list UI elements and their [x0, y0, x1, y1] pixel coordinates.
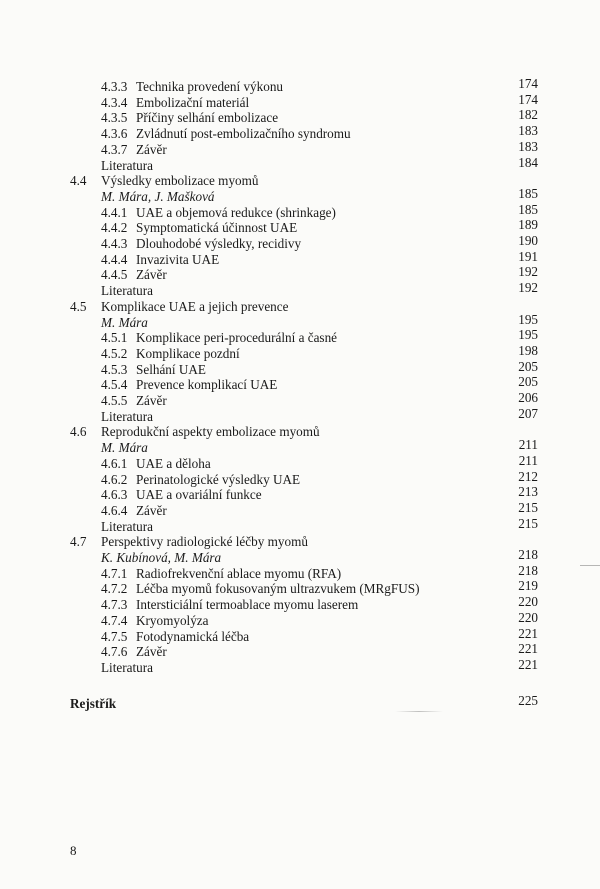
- toc-entry-number: 4.4.4: [101, 251, 128, 267]
- toc-entry: [101, 346, 240, 362]
- toc-entry-number: 4.7.6: [101, 644, 128, 660]
- toc-entry: [101, 644, 167, 660]
- toc-entry: [70, 173, 258, 189]
- toc-entry-title: UAE a děloha: [136, 455, 211, 471]
- toc-entry: [101, 283, 153, 299]
- toc-entry-page-number: 205: [518, 358, 538, 374]
- toc-entry-number: 4.5.2: [101, 345, 128, 361]
- toc-entry-number: 4.7.1: [101, 565, 128, 581]
- toc-entry-number: 4.4.2: [101, 220, 128, 236]
- toc-entry-title: K. Kubínová, M. Mára: [101, 550, 222, 565]
- toc-entry: [101, 220, 297, 236]
- toc-entry-number: 4.3.6: [101, 126, 128, 142]
- toc-entry-page-number: 189: [518, 217, 538, 233]
- toc-entry-number: 4.6.3: [101, 487, 128, 503]
- toc-entry-page-number: 195: [518, 327, 538, 343]
- toc-entry-number: 4.4.1: [101, 204, 128, 220]
- toc-entry-page-number: 182: [518, 107, 538, 123]
- toc-entry: [101, 487, 262, 503]
- toc-entry-number: 4.7.5: [101, 628, 128, 644]
- toc-entry-title: Embolizační materiál: [136, 94, 250, 110]
- toc-entry: [70, 534, 308, 550]
- toc-entry-title: Literatura: [101, 659, 153, 675]
- toc-entry-title: Závěr: [136, 393, 167, 408]
- toc-entry: [101, 330, 337, 346]
- toc-entry-page-number: 183: [518, 138, 538, 154]
- toc-entry-page-number: 184: [518, 154, 538, 170]
- toc-entry: [101, 472, 300, 488]
- toc-entry-page-number: 192: [518, 280, 538, 296]
- toc-entry-number: 4.6: [70, 424, 87, 440]
- toc-entry-title: Radiofrekvenční ablace myomu (RFA): [136, 565, 342, 581]
- toc-entry-title: Výsledky embolizace myomů: [101, 173, 259, 189]
- toc-entry-title: M. Mára: [101, 314, 148, 330]
- scan-edge-mark: [580, 565, 600, 566]
- index-entry: [70, 696, 116, 712]
- toc-entry: [101, 629, 249, 645]
- toc-entry: [101, 613, 209, 629]
- toc-entry: [101, 456, 211, 472]
- toc-entry-title: Dlouhodobé výsledky, recidivy: [136, 236, 302, 251]
- index-page-number: 225: [518, 693, 538, 708]
- toc-entry-title: Literatura: [101, 408, 153, 424]
- toc-entry-title: Komplikace UAE a jejich prevence: [101, 298, 289, 314]
- toc-entry: [101, 252, 219, 268]
- toc-entry-page-number: 219: [518, 578, 538, 594]
- toc-entry-title: Invazivita UAE: [136, 251, 220, 267]
- toc-entry: [101, 79, 283, 95]
- toc-entry: [101, 597, 358, 613]
- toc-entry-title: Literatura: [101, 518, 153, 534]
- toc-entry-page-number: 211: [518, 437, 538, 453]
- toc-entry-number: 4.4.5: [101, 267, 128, 283]
- toc-entry-title: Zvládnutí post-embolizačního syndromu: [136, 126, 351, 142]
- toc-entry-title: Literatura: [101, 283, 153, 299]
- toc-entry-page-number: 215: [518, 515, 538, 531]
- toc-entry-title: Technika provedení výkonu: [136, 79, 284, 94]
- toc-entry-title: Závěr: [136, 502, 167, 518]
- toc-entry-page-number: 211: [518, 452, 538, 468]
- toc-entry-page-number: 205: [518, 374, 538, 390]
- toc-entry-title: M. Mára, J. Mašková: [101, 188, 215, 204]
- toc-entry-number: 4.3.7: [101, 141, 128, 157]
- toc-entry-page-number: 183: [518, 123, 538, 139]
- toc-entry-title: UAE a ovariální funkce: [136, 487, 262, 503]
- toc-entry-number: 4.7.3: [101, 597, 128, 613]
- toc-entry-number: 4.5: [70, 298, 87, 314]
- toc-entry-title: Reprodukční aspekty embolizace myomů: [101, 424, 320, 440]
- toc-entry-title: Závěr: [136, 267, 167, 283]
- toc-entry-title: Závěr: [136, 141, 167, 157]
- toc-entry-page-number: 192: [518, 264, 538, 280]
- toc-entry-page-number: 218: [518, 562, 538, 578]
- toc-entry-number: 4.3.4: [101, 94, 128, 110]
- toc-entry: [101, 409, 153, 425]
- toc-entry-page-number: 221: [518, 625, 538, 641]
- toc-entry: [101, 550, 221, 566]
- toc-entry: [101, 315, 148, 331]
- toc-entry-page-number: 220: [518, 609, 538, 625]
- toc-entry: [101, 503, 167, 519]
- toc-entry-title: UAE a objemová redukce (shrinkage): [136, 204, 336, 220]
- toc-entry-title: Kryomyolýza: [136, 612, 209, 628]
- toc-entry-title: Selhání UAE: [136, 361, 206, 377]
- toc-entry-title: Fotodynamická léčba: [136, 628, 250, 644]
- toc-entry: [101, 110, 278, 126]
- toc-entry: [101, 519, 153, 535]
- toc-entry-title: M. Mára: [101, 440, 148, 456]
- toc-entry: [101, 189, 215, 205]
- toc-entry-page-number: 185: [518, 185, 538, 201]
- toc-entry: [101, 205, 336, 221]
- toc-entry-number: 4.5.4: [101, 377, 128, 393]
- toc-entry-page-number: 221: [518, 641, 538, 657]
- folio-page-number: 8: [70, 843, 77, 858]
- toc-entry-title: Prevence komplikací UAE: [136, 377, 278, 393]
- toc-entry-title: Komplikace peri-procedurální a časné: [136, 330, 338, 346]
- toc-entry-title: Intersticiální termoablace myomu laserem: [136, 597, 359, 613]
- toc-entry: [101, 362, 206, 378]
- toc-entry: [101, 377, 277, 393]
- toc-entry-number: 4.7.4: [101, 612, 128, 628]
- toc-entry: [70, 299, 288, 315]
- toc-entry-number: 4.5.3: [101, 361, 128, 377]
- toc-entry-number: 4.7.2: [101, 581, 128, 597]
- toc-entry: [101, 158, 153, 174]
- toc-entry-page-number: 213: [518, 484, 538, 500]
- toc-entry: [101, 566, 341, 582]
- toc-entry-number: 4.6.1: [101, 455, 128, 471]
- toc-entry-page-number: 190: [518, 233, 538, 248]
- toc-entry: [101, 126, 351, 142]
- toc-entry: [101, 581, 420, 597]
- toc-entry: [101, 393, 167, 409]
- toc-entry-title: Komplikace pozdní: [136, 345, 240, 361]
- toc-entry-title: Léčba myomů fokusovaným ultrazvukem (MRgFUS): [136, 581, 420, 597]
- toc-entry: [101, 660, 153, 676]
- toc-entry: [101, 95, 249, 111]
- toc-entry-page-number: 198: [518, 342, 538, 358]
- toc-entry-number: 4.7: [70, 534, 87, 550]
- toc-entry-number: 4.6.2: [101, 471, 128, 487]
- toc-entry-page-number: 215: [518, 499, 538, 515]
- toc-entry-page-number: 221: [518, 656, 538, 672]
- toc-entry-number: 4.4.3: [101, 236, 128, 251]
- toc-entry-title: Symptomatická účinnost UAE: [136, 220, 298, 236]
- toc-entry: [101, 267, 167, 283]
- toc-entry-title: Příčiny selhání embolizace: [136, 110, 279, 126]
- toc-entry-page-number: 185: [518, 201, 538, 217]
- index-title: Rejstřík: [70, 696, 117, 711]
- toc-entry-number: 4.5.5: [101, 393, 128, 408]
- toc-entry-page-number: 207: [518, 405, 538, 421]
- toc-entry-page-number: 220: [518, 594, 538, 610]
- toc-entry-page-number: 212: [518, 468, 538, 484]
- toc-entry-number: 4.5.1: [101, 330, 128, 346]
- toc-entry-number: 4.6.4: [101, 502, 128, 518]
- toc-entry-page-number: 218: [518, 547, 538, 562]
- toc-entry-title: Literatura: [101, 157, 153, 173]
- toc-entry-title: Perspektivy radiologické léčby myomů: [101, 534, 308, 550]
- scan-smudge: [395, 711, 443, 712]
- toc-entry-page-number: 191: [518, 248, 538, 264]
- toc-entry-page-number: 174: [518, 76, 538, 91]
- toc-entry-page-number: 206: [518, 390, 538, 405]
- toc-entry-page-number: 174: [518, 91, 538, 107]
- toc-entry: [70, 424, 320, 440]
- toc-entry-title: Perinatologické výsledky UAE: [136, 471, 301, 487]
- toc-entry-page-number: 195: [518, 311, 538, 327]
- toc-entry-number: 4.3.3: [101, 79, 128, 94]
- toc-entry-number: 4.4: [70, 173, 87, 189]
- toc-entry: [101, 440, 148, 456]
- toc-entry-number: 4.3.5: [101, 110, 128, 126]
- toc-entry: [101, 236, 301, 252]
- toc-entry: [101, 142, 167, 158]
- toc-entry-title: Závěr: [136, 644, 167, 660]
